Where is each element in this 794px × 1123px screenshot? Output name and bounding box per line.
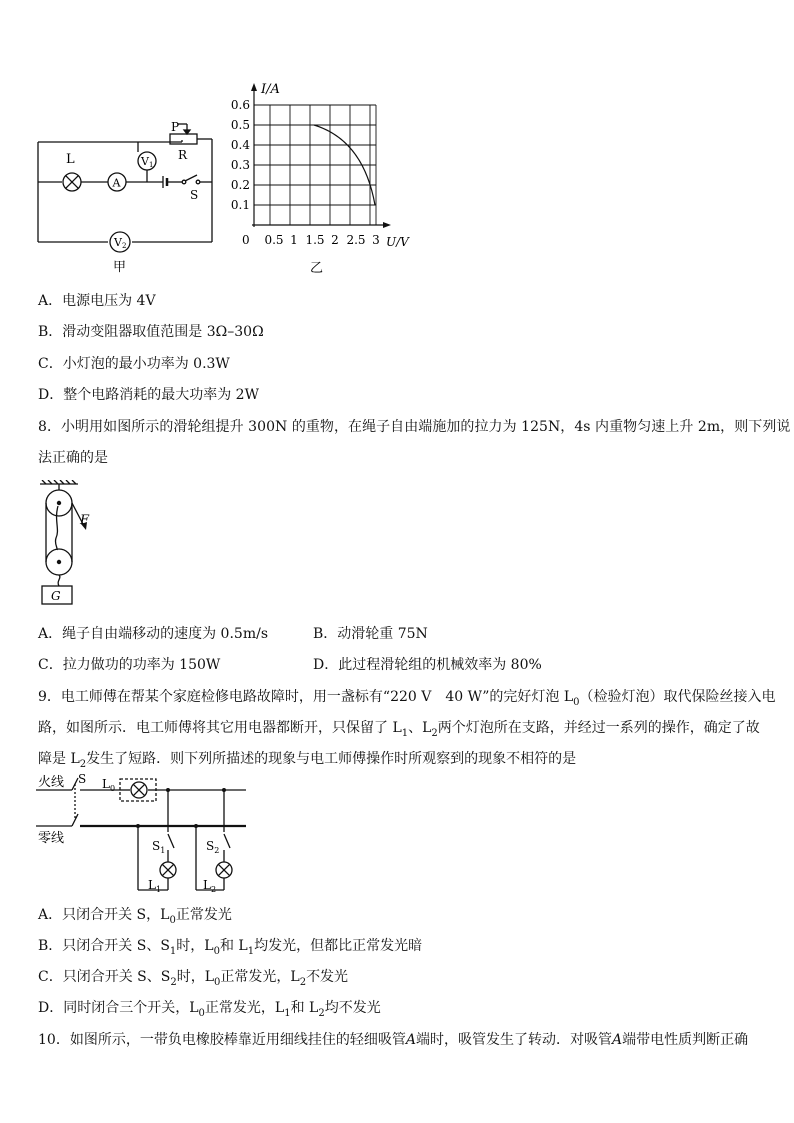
- x-tick: 1: [290, 233, 298, 247]
- switch-s2-label: $S_2$: [206, 839, 220, 855]
- live-wire-label: 火线: [38, 775, 65, 790]
- rheostat-label: R: [178, 148, 188, 162]
- q9-option-d: D．同时闭合三个开关，$L_0$正常发光，$L_1$和 $L_2$均不发光: [38, 1000, 381, 1019]
- q7-option-c: C．小灯泡的最小功率为 0.3W: [38, 356, 230, 372]
- q8-option-d: D．此过程滑轮组的机械效率为 80%: [313, 657, 542, 673]
- lamp-l2-label: $L_2$: [203, 878, 217, 894]
- x-tick: 1.5: [305, 233, 325, 247]
- weight-label: G: [51, 589, 61, 603]
- voltmeter-v1-icon: V1: [141, 155, 154, 169]
- q8-stem-line1: 8．小明用如图所示的滑轮组提升 300N 的重物，在绳子自由端施加的拉力为 125N，4s 内重物匀速上升 2m，则下列说: [38, 419, 791, 435]
- y-tick: 0.2: [230, 178, 250, 192]
- figure-caption-jia: 甲: [113, 260, 127, 275]
- q9-stem-line2: 路，如图所示．电工师傅将其它用电器都断开，只保留了 $L_1$、$L_2$两个灯泡所在支路，并经过一系列的操作，确定了故: [38, 720, 760, 739]
- q9-stem-line1: 9．电工师傅在帮某个家庭检修电路故障时，用一盏标有“220 V 40 W”的完好灯泡 $L_0$（检验灯泡）取代保险丝接入电: [38, 689, 776, 708]
- q9-option-a: A．只闭合开关 S，$L_0$正常发光: [38, 907, 232, 926]
- q8-option-c: C．拉力做功的功率为 150W: [38, 657, 221, 673]
- ammeter-icon: A: [112, 176, 121, 190]
- x-tick: 2: [331, 233, 339, 247]
- q8-stem-line2: 法正确的是: [38, 450, 108, 466]
- y-tick: 0.5: [230, 118, 250, 132]
- lamp-label: L: [66, 152, 75, 167]
- y-tick: 0.6: [230, 98, 250, 112]
- q9-option-c: C．只闭合开关 S、$S_2$时，$L_0$正常发光，$L_2$不发光: [38, 969, 349, 988]
- x-tick: 0.5: [264, 233, 284, 247]
- test-lamp-label: $L_0$: [102, 777, 116, 793]
- voltmeter-v2-icon: V2: [114, 236, 127, 250]
- x-tick: 3: [372, 233, 380, 247]
- slider-label: P: [171, 120, 180, 134]
- q8-option-a: A．绳子自由端移动的速度为 0.5m/s: [38, 626, 269, 642]
- q9-stem-line3: 障是 $L_2$发生了短路．则下列所描述的现象与电工师傅操作时所观察到的现象不相符的是: [38, 751, 577, 770]
- x-tick: 2.5: [346, 233, 366, 247]
- neutral-wire-label: 零线: [38, 831, 65, 846]
- y-tick: 0.3: [230, 158, 250, 172]
- y-tick: 0.4: [230, 138, 250, 152]
- q7-option-b: B．滑动变阻器取值范围是 3Ω–30Ω: [38, 324, 264, 340]
- main-switch-label: S: [78, 772, 87, 786]
- iu-graph-yi: [228, 80, 418, 278]
- q10-stem-line1: 10．如图所示，一带负电橡胶棒靠近用细线挂住的轻细吸管A端时，吸管发生了转动．对吸管A端带电性质判断正确: [38, 1032, 749, 1048]
- q8-option-b: B．动滑轮重 75N: [313, 626, 428, 642]
- switch-label: S: [190, 188, 199, 202]
- y-axis-label: I/A: [261, 82, 280, 97]
- lamp-l1-label: $L_1$: [148, 878, 162, 894]
- circuit-diagram-jia: [30, 112, 220, 277]
- origin-label: 0: [242, 233, 250, 247]
- q7-option-d: D．整个电路消耗的最大功率为 2W: [38, 387, 259, 403]
- q9-option-b: B．只闭合开关 S、$S_1$时，$L_0$和 $L_1$均发光，但都比正常发光暗: [38, 938, 423, 957]
- force-label: F: [80, 513, 90, 528]
- figure-caption-yi: 乙: [310, 261, 324, 276]
- x-axis-label: U/V: [386, 235, 409, 249]
- y-tick: 0.1: [230, 198, 250, 212]
- household-circuit-diagram: [36, 770, 256, 894]
- q7-option-a: A．电源电压为 4V: [38, 293, 156, 309]
- switch-s1-label: $S_1$: [152, 839, 166, 855]
- pulley-diagram: [36, 480, 106, 608]
